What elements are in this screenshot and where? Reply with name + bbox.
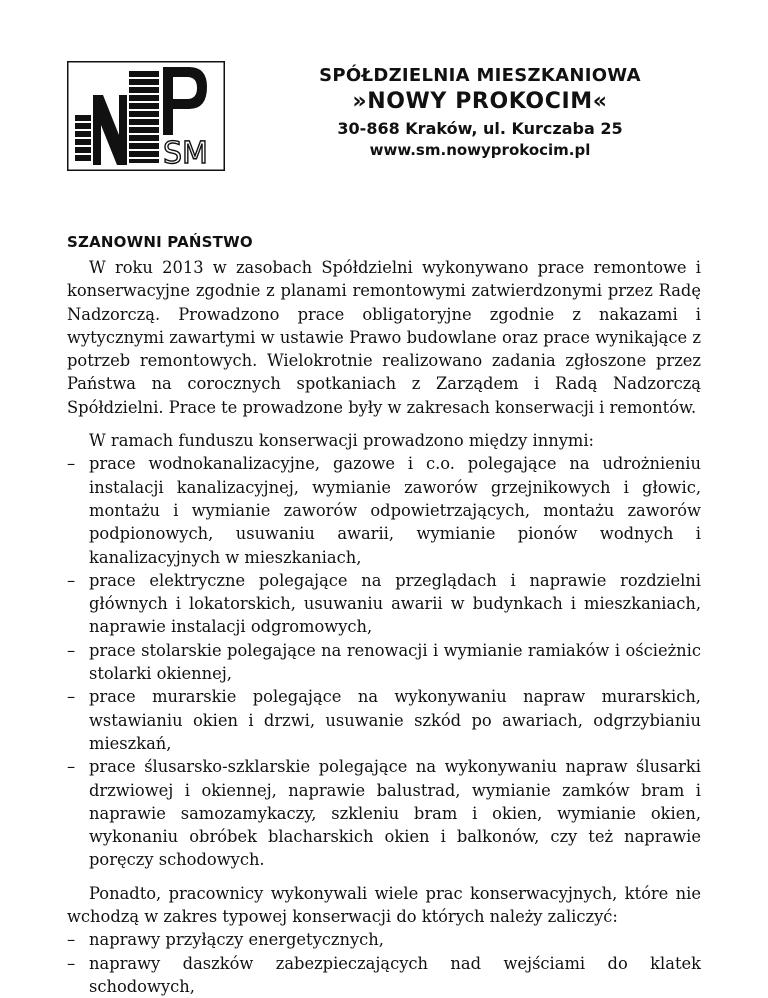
org-name-line2: »NOWY PROKOCIM«: [352, 89, 608, 114]
org-website[interactable]: www.sm.nowyprokocim.pl: [369, 141, 591, 159]
org-name-line1: SPÓŁDZIELNIA MIESZKANIOWA: [319, 65, 641, 86]
svg-text:SM: SM: [163, 136, 208, 171]
paragraph-maintenance-fund: W ramach funduszu konserwacji prowadzono między innymi:: [89, 431, 595, 451]
list-item: – naprawy daszków zabezpieczających nad wejściami do klatek schodowych,: [67, 952, 701, 998]
org-address: 30-868 Kraków, ul. Kurczaba 25: [337, 119, 623, 138]
list-item: – prace stolarskie polegające na renowacji i wymianie ramiaków i ościeżnic stolarki okiennej,: [67, 639, 701, 686]
list-item: – prace murarskie polegające na wykonywaniu napraw murarskich, wstawianiu okien i drzwi, usuwanie szkód po awariach, odgrzybianiu mieszkań,: [67, 685, 701, 755]
paragraph-additional-works: Ponadto, pracownicy wykonywali wiele prac konserwacyjnych, które nie wchodzą w zakres typowej konserwacji do których należy zaliczyć:: [67, 883, 701, 927]
letter-body: [67, 256, 701, 998]
list-item: – prace wodnokanalizacyjne, gazowe i c.o. polegające na udrożnieniu instalacji kanalizacyjnej, wymianie zaworów grzejnikowych i głowic, montażu i wymianie zaworów odpowietrzających, montażu zaworów podpionowych, usuwaniu awarii, wymianie pionów wodnych i kanalizacyjnych w mieszkaniach,: [67, 452, 701, 568]
greeting: SZANOWNI PAŃSTWO: [67, 233, 253, 251]
list-item: – naprawy przyłączy energetycznych,: [67, 928, 701, 951]
list-item: – prace elektryczne polegające na przeglądach i naprawie rozdzielni głównych i lokatorskich, usuwaniu awarii w budynkach i mieszkaniach, naprawie instalacji odgromowych,: [67, 569, 701, 639]
list-item: – prace ślusarsko-szklarskie polegające na wykonywaniu napraw ślusarki drzwiowej i okiennej, naprawie balustrad, wymianie zamków bram i naprawie samozamykaczy, szkleniu bram i okien, wymianie okien, wykonaniu obróbek blacharskich okien i balkonów, czy też naprawie poręczy schodowych.: [67, 755, 701, 871]
organization-header: [290, 64, 670, 161]
maintenance-works-list: [67, 452, 701, 871]
npsm-logo: [67, 61, 225, 171]
paragraph-intro: W roku 2013 w zasobach Spółdzielni wykonywano prace remontowe i konserwacyjne zgodnie z planami remontowymi zatwierdzonymi przez Radę Nadzorczą. Prowadzono prace obligatoryjne zgodnie z nakazami i wytycznymi zawartymi w ustawie Prawo budowlane oraz prace wynikające z potrzeb remontowych. Wielokrotnie realizowano zadania zgłoszone przez Państwa na corocznych spotkaniach z Zarządem i Radą Nadzorczą Spółdzielni. Prace te prowadzone były w zakresach konserwacji i remontów.: [67, 258, 701, 417]
additional-works-list: [67, 928, 701, 998]
